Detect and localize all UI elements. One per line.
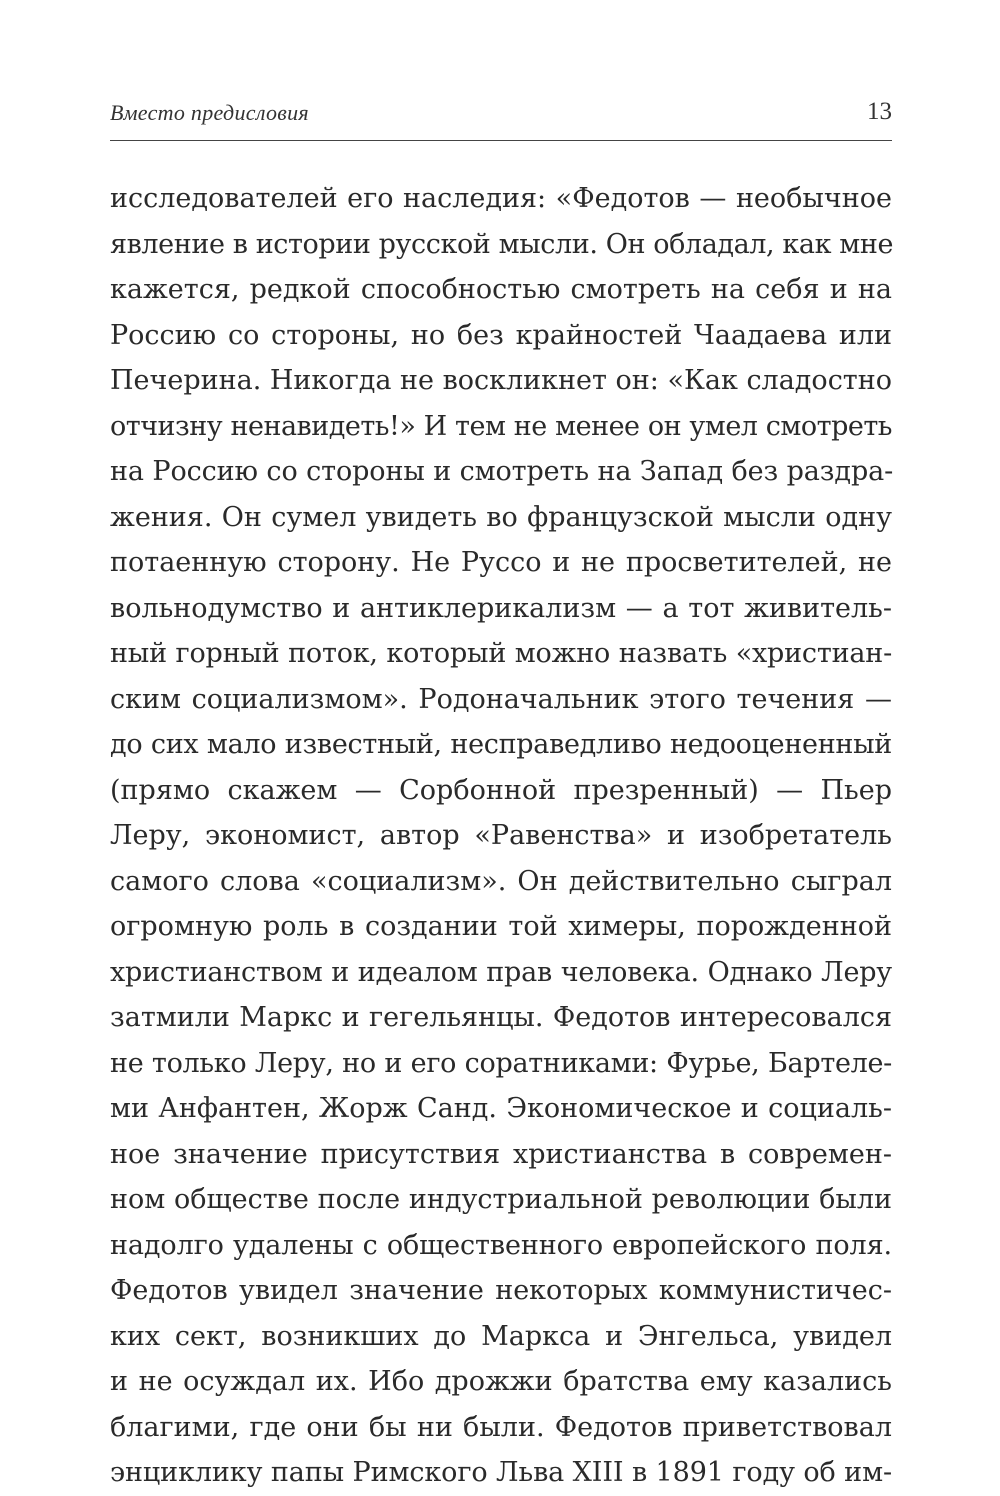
text-line: самого слова «социализм». Он действительно сыграл <box>110 865 892 897</box>
text-line: христианством и идеалом прав человека. Однако Леру <box>110 956 892 988</box>
text-line: огромную роль в создании той химеры, порожденной <box>110 911 892 942</box>
text-line: ких сект, возникших до Маркса и Энгельса, увидел <box>110 1320 892 1352</box>
text-line: энциклику папы Римского Льва XIII в 1891 году об им- <box>110 1457 892 1488</box>
text-line: явление в истории русской мысли. Он обладал, как мне <box>110 228 894 260</box>
text-line: и не осуждал их. Ибо дрожжи братства ему казались <box>110 1366 892 1397</box>
text-line: Леру, экономист, автор «Равенства» и изобретатель <box>110 820 892 851</box>
text-line: благими, где они бы ни были. Федотов приветствовал <box>110 1411 892 1443</box>
text-line: кажется, редкой способностью смотреть на себя и на <box>110 274 892 305</box>
text-line: на Россию со стороны и смотреть на Запад без раздра- <box>110 456 894 487</box>
text-line: Печерина. Никогда не воскликнет он: «Как сладостно <box>110 365 892 396</box>
text-line: ном обществе после индустриальной революции были <box>110 1184 892 1215</box>
running-header <box>110 96 892 136</box>
text-line: не только Леру, но и его соратниками: Фурье, Бартеле- <box>110 1047 892 1079</box>
header-rule <box>110 140 892 141</box>
page-number: 13 <box>867 98 892 125</box>
text-line: Россию со стороны, но без крайностей Чаадаева или <box>110 319 892 351</box>
text-line: ми Анфантен, Жорж Санд. Экономическое и социаль- <box>110 1093 892 1124</box>
text-line: надолго удалены с общественного европейского поля. <box>110 1229 892 1261</box>
text-line: ный горный поток, который можно назвать «христиан- <box>110 638 892 669</box>
running-title: Вместо предисловия <box>110 100 309 125</box>
text-line: ским социализмом». Родоначальник этого течения — <box>110 683 892 715</box>
text-line: потаенную сторону. Не Руссо и не просветителей, не <box>110 547 892 578</box>
text-line: исследователей его наследия: «Федотов — необычное <box>110 183 892 214</box>
text-line: вольнодумство и антиклерикализм — а тот живитель- <box>110 592 892 624</box>
text-line: жения. Он сумел увидеть во французской мысли одну <box>110 501 892 533</box>
text-line: затмили Маркс и гегельянцы. Федотов интересовался <box>110 1002 892 1033</box>
text-line: ное значение присутствия христианства в современ- <box>110 1138 892 1170</box>
body-text <box>110 176 892 1496</box>
text-line: Федотов увидел значение некоторых коммунистичес- <box>110 1275 892 1306</box>
text-line: до сих мало известный, несправедливо недооцененный <box>110 729 892 760</box>
text-line: отчизну ненавидеть!» И тем не менее он умел смотреть <box>110 410 892 442</box>
text-line: (прямо скажем — Сорбонной презренный) — Пьер <box>110 774 892 806</box>
